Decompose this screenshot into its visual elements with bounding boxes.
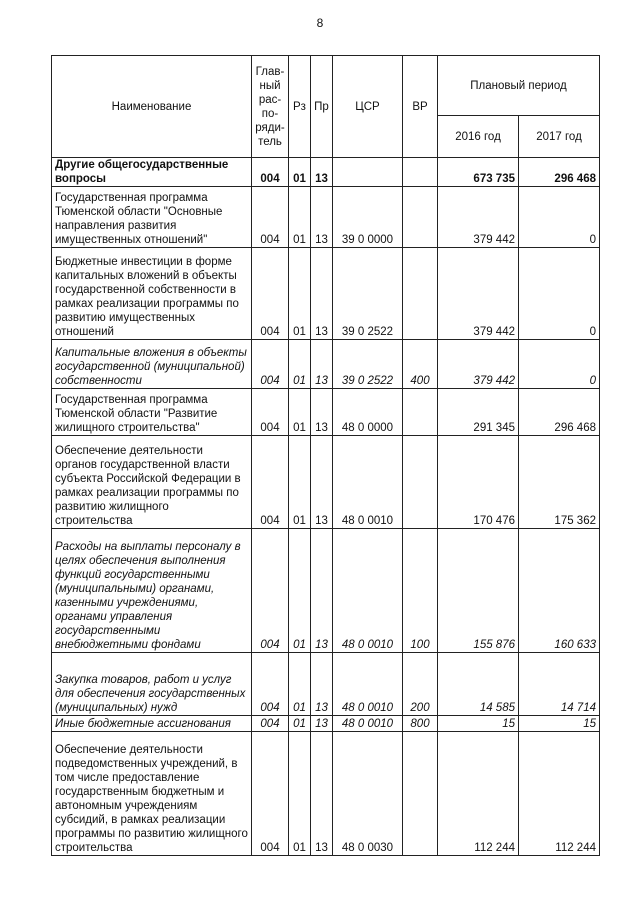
- row-2016: 379 442: [438, 340, 519, 389]
- row-pr: 13: [311, 158, 333, 187]
- row-vr: 200: [403, 653, 438, 716]
- row-2016: 112 244: [438, 732, 519, 856]
- table-row: [52, 389, 600, 436]
- row-admin: 004: [252, 716, 289, 732]
- row-csr: 48 0 0010: [333, 529, 403, 653]
- row-vr: [403, 436, 438, 529]
- row-2016: 170 476: [438, 436, 519, 529]
- row-rz: 01: [289, 732, 311, 856]
- row-csr: 39 0 0000: [333, 187, 403, 248]
- row-admin: 004: [252, 436, 289, 529]
- row-pr: 13: [311, 653, 333, 716]
- row-vr: [403, 732, 438, 856]
- header-vr: ВР: [403, 56, 438, 158]
- row-pr: 13: [311, 716, 333, 732]
- table-row: [52, 732, 600, 856]
- row-2017: 0: [519, 248, 600, 340]
- row-admin: 004: [252, 158, 289, 187]
- row-2016: 291 345: [438, 389, 519, 436]
- row-2017: 112 244: [519, 732, 600, 856]
- table-row: [52, 187, 600, 248]
- header-name: Наименование: [52, 56, 252, 158]
- row-2016: 14 585: [438, 653, 519, 716]
- header-row-top: [52, 56, 600, 116]
- header-main-admin: Глав- ный рас- по- ряди- тель: [252, 56, 289, 158]
- row-rz: 01: [289, 653, 311, 716]
- row-admin: 004: [252, 732, 289, 856]
- page-number: 8: [316, 16, 324, 30]
- row-csr: 48 0 0010: [333, 436, 403, 529]
- row-2016: 673 735: [438, 158, 519, 187]
- row-2017: 160 633: [519, 529, 600, 653]
- row-vr: [403, 187, 438, 248]
- row-2017: 296 468: [519, 389, 600, 436]
- row-pr: 13: [311, 248, 333, 340]
- row-csr: 48 0 0010: [333, 653, 403, 716]
- row-name: Иные бюджетные ассигнования: [52, 716, 252, 732]
- row-pr: 13: [311, 732, 333, 856]
- row-rz: 01: [289, 248, 311, 340]
- row-rz: 01: [289, 158, 311, 187]
- row-vr: [403, 158, 438, 187]
- row-csr: 48 0 0030: [333, 732, 403, 856]
- row-2017: 0: [519, 187, 600, 248]
- row-csr: 48 0 0000: [333, 389, 403, 436]
- row-admin: 004: [252, 187, 289, 248]
- row-csr: 39 0 2522: [333, 340, 403, 389]
- row-pr: 13: [311, 529, 333, 653]
- row-name: Государственная программа Тюменской области "Основные направления развития имущественных отношений": [52, 187, 252, 248]
- row-admin: 004: [252, 529, 289, 653]
- row-vr: [403, 389, 438, 436]
- table-row: [52, 158, 600, 187]
- row-name: Другие общегосударственные вопросы: [52, 158, 252, 187]
- row-vr: 800: [403, 716, 438, 732]
- table-row: [52, 436, 600, 529]
- row-rz: 01: [289, 389, 311, 436]
- row-2017: 175 362: [519, 436, 600, 529]
- row-rz: 01: [289, 436, 311, 529]
- table-row: [52, 529, 600, 653]
- row-2017: 15: [519, 716, 600, 732]
- row-name: Капитальные вложения в объекты государственной (муниципальной) собственности: [52, 340, 252, 389]
- row-name: Государственная программа Тюменской области "Развитие жилищного строительства": [52, 389, 252, 436]
- table-row: [52, 653, 600, 716]
- row-name: Расходы на выплаты персоналу в целях обеспечения выполнения функций государственными (муниципальными) органами, казенными учреждениями, органами управления государственными внебюджетными фондами: [52, 529, 252, 653]
- row-name: Обеспечение деятельности органов государственной власти субъекта Российской Федерации в рамках реализации программы по развитию жилищного строительства: [52, 436, 252, 529]
- row-vr: 100: [403, 529, 438, 653]
- row-2017: 14 714: [519, 653, 600, 716]
- row-rz: 01: [289, 340, 311, 389]
- row-rz: 01: [289, 529, 311, 653]
- row-csr: 48 0 0010: [333, 716, 403, 732]
- row-2017: 0: [519, 340, 600, 389]
- row-2016: 155 876: [438, 529, 519, 653]
- header-rz: Рз: [289, 56, 311, 158]
- header-year-2017: 2017 год: [519, 116, 600, 158]
- row-pr: 13: [311, 187, 333, 248]
- row-csr: [333, 158, 403, 187]
- row-admin: 004: [252, 248, 289, 340]
- table-row: [52, 248, 600, 340]
- row-2016: 379 442: [438, 248, 519, 340]
- table-row: [52, 716, 600, 732]
- budget-table: [51, 55, 600, 856]
- row-csr: 39 0 2522: [333, 248, 403, 340]
- row-name: Закупка товаров, работ и услуг для обеспечения государственных (муниципальных) нужд: [52, 653, 252, 716]
- row-pr: 13: [311, 436, 333, 529]
- header-csr: ЦСР: [333, 56, 403, 158]
- row-name: Бюджетные инвестиции в форме капитальных вложений в объекты государственной собственности в рамках реализации программы по развитию имущественных отношений: [52, 248, 252, 340]
- row-vr: 400: [403, 340, 438, 389]
- table-row: [52, 340, 600, 389]
- header-pr: Пр: [311, 56, 333, 158]
- row-admin: 004: [252, 389, 289, 436]
- row-2016: 15: [438, 716, 519, 732]
- row-name: Обеспечение деятельности подведомственных учреждений, в том числе предоставление государственным бюджетным и автономным учреждениям субсидий, в рамках реализации программы по развитию жилищного строительства: [52, 732, 252, 856]
- header-year-2016: 2016 год: [438, 116, 519, 158]
- row-2017: 296 468: [519, 158, 600, 187]
- row-vr: [403, 248, 438, 340]
- row-rz: 01: [289, 187, 311, 248]
- row-2016: 379 442: [438, 187, 519, 248]
- row-admin: 004: [252, 653, 289, 716]
- row-rz: 01: [289, 716, 311, 732]
- header-planned-period: Плановый период: [438, 56, 600, 116]
- row-pr: 13: [311, 389, 333, 436]
- row-pr: 13: [311, 340, 333, 389]
- row-admin: 004: [252, 340, 289, 389]
